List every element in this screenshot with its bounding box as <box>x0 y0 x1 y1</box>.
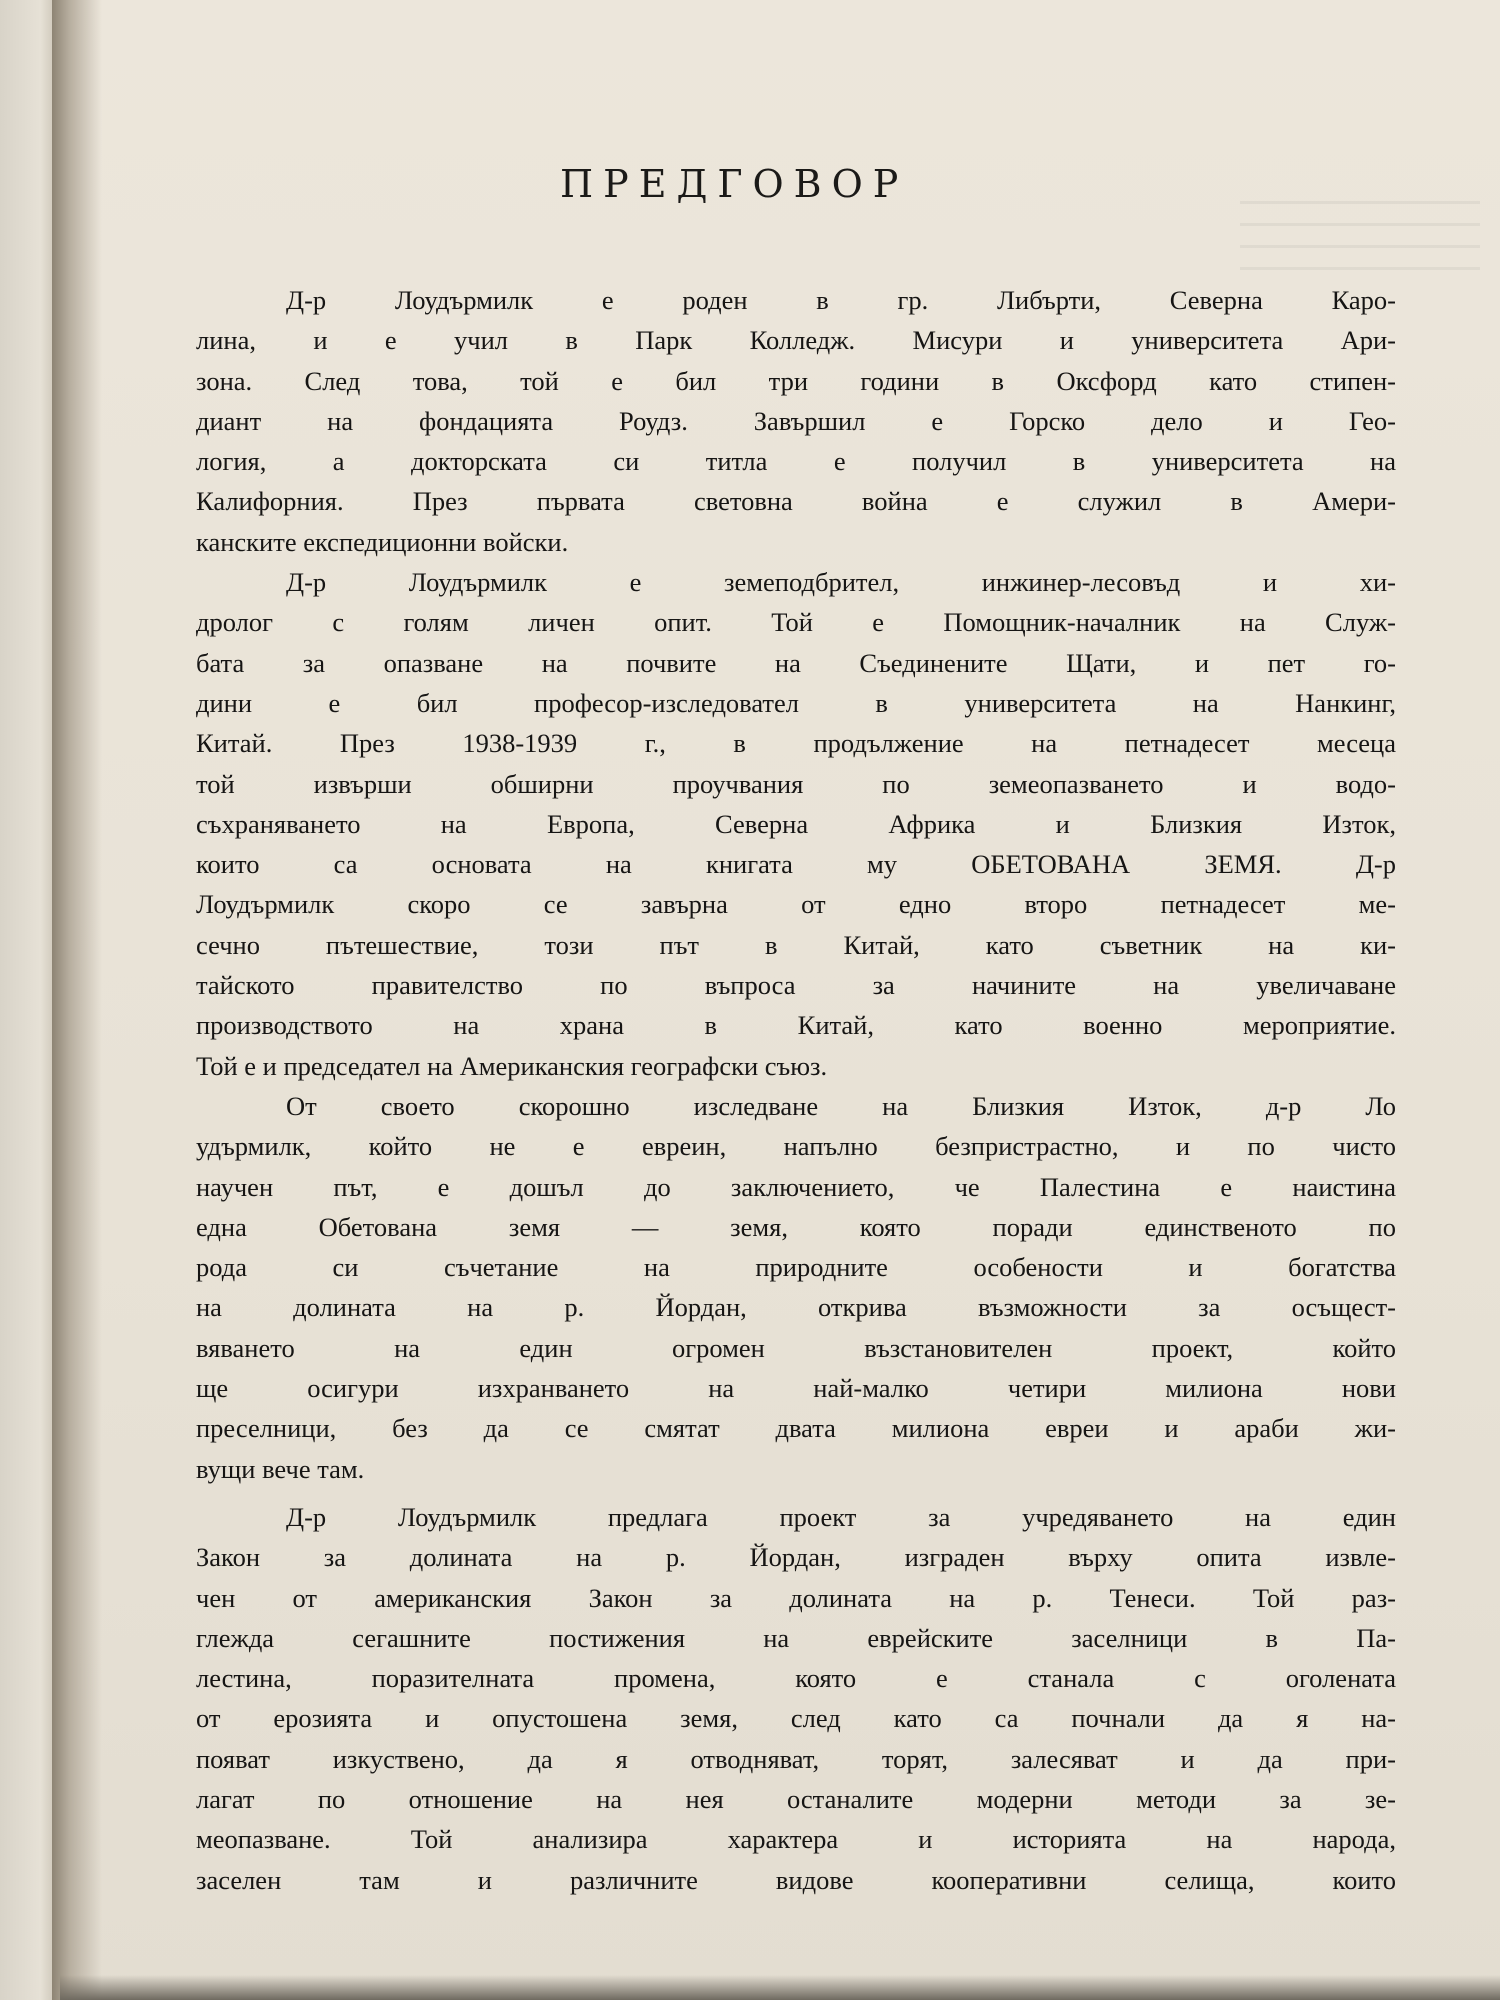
text-line: една Обетована земя — земя, която поради единственото по <box>196 1211 1396 1242</box>
text-line: Лоудърмилк скоро се завърна от едно второ петнадесет ме- <box>196 889 1396 920</box>
text-line: глежда сегашните постижения на еврейските заселници в Па- <box>196 1622 1396 1653</box>
text-line: Закон за долината на р. Йордан, изграден върху опита извле- <box>196 1542 1396 1573</box>
text-line: от ерозията и опустошена земя, след като са почнали да я на- <box>196 1703 1396 1734</box>
text-line: той извърши обширни проучвания по земеопазването и водо- <box>196 768 1396 799</box>
text-line: бата за опазване на почвите на Съединените Щати, и пет го- <box>196 647 1396 678</box>
text-line: дини е бил професор-изследовател в университета на Нанкинг, <box>196 687 1396 718</box>
text-line: Д-р Лоудърмилк е роден в гр. Либърти, Северна Каро- <box>286 285 1396 315</box>
text-line: преселници, без да се смятат двата милиона евреи и араби жи- <box>196 1413 1396 1444</box>
show-through-text <box>1240 200 1480 270</box>
text-line: лагат по отношение на нея останалите модерни методи за зе- <box>196 1783 1396 1814</box>
text-line: Китай. През 1938-1939 г., в продължение на петнадесет месеца <box>196 728 1396 759</box>
text-line: логия, а докторската си титла е получил в университета на <box>196 446 1396 477</box>
text-line: чен от американския Закон за долината на р. Тенеси. Той раз- <box>196 1582 1396 1613</box>
text-line: лина, и е учил в Парк Колледж. Мисури и университета Ари- <box>196 325 1396 356</box>
book-gutter-shadow <box>52 0 102 2000</box>
text-line: канските експедиционни войски. <box>196 526 569 557</box>
text-line: меопазване. Той анализира характера и историята на народа, <box>196 1824 1396 1855</box>
text-line: тайското правителство по въпроса за начините на увеличаване <box>196 970 1396 1001</box>
text-line: Калифорния. През първата световна война е служил в Амери- <box>196 486 1396 517</box>
text-line: ще осигури изхранването на най-малко четири милиона нови <box>196 1373 1396 1404</box>
text-line: вяването на един огромен възстановителен проект, който <box>196 1332 1396 1363</box>
text-line: Д-р Лоудърмилк предлага проект за учредяването на един <box>286 1501 1396 1532</box>
text-line: От своето скорошно изследване на Близкия Изток, д-р Ло <box>286 1090 1396 1121</box>
text-line: на долината на р. Йордан, открива възможности за осъщест- <box>196 1292 1396 1323</box>
text-line: рода си съчетание на природните особености и богатства <box>196 1252 1396 1283</box>
body-text <box>196 280 1396 1900</box>
text-line: появат изкуствено, да я отводняват, торят, залесяват и да при- <box>196 1743 1396 1774</box>
text-line: удърмилк, който не е евреин, напълно безпристрастно, и по чисто <box>196 1131 1396 1162</box>
text-line: производството на храна в Китай, като военно мероприятие. <box>196 1010 1396 1041</box>
facing-page-edge <box>0 0 58 2000</box>
text-line: сечно пътешествие, този път в Китай, като съветник на ки- <box>196 929 1396 960</box>
text-line: вущи вече там. <box>196 1453 365 1484</box>
page-bottom-shadow <box>60 1975 1500 2000</box>
text-line: научен път, е дошъл до заключението, че Палестина е наистина <box>196 1171 1396 1202</box>
text-line: заселен там и различните видове кооперативни селища, които <box>196 1864 1396 1895</box>
text-line: които са основата на книгата му ОБЕТОВАНА ЗЕМЯ. Д-р <box>196 849 1396 880</box>
text-line: диант на фондацията Роудз. Завършил е Горско дело и Гео- <box>196 405 1396 436</box>
text-line: Д-р Лоудърмилк е земеподбрител, инжинер-лесовъд и хи- <box>286 567 1396 598</box>
text-line: дролог с голям личен опит. Той е Помощник-началник на Служ- <box>196 607 1396 638</box>
text-line: зона. След това, той е бил три години в Оксфорд като стипен- <box>196 365 1396 396</box>
text-line: Той е и председател на Американския географски съюз. <box>196 1050 828 1081</box>
text-line: лестина, поразителната промена, която е станала с оголената <box>196 1663 1396 1694</box>
text-line: съхраняването на Европа, Северна Африка и Близкия Изток, <box>196 808 1396 839</box>
page-title: ПРЕДГОВОР <box>560 162 909 206</box>
